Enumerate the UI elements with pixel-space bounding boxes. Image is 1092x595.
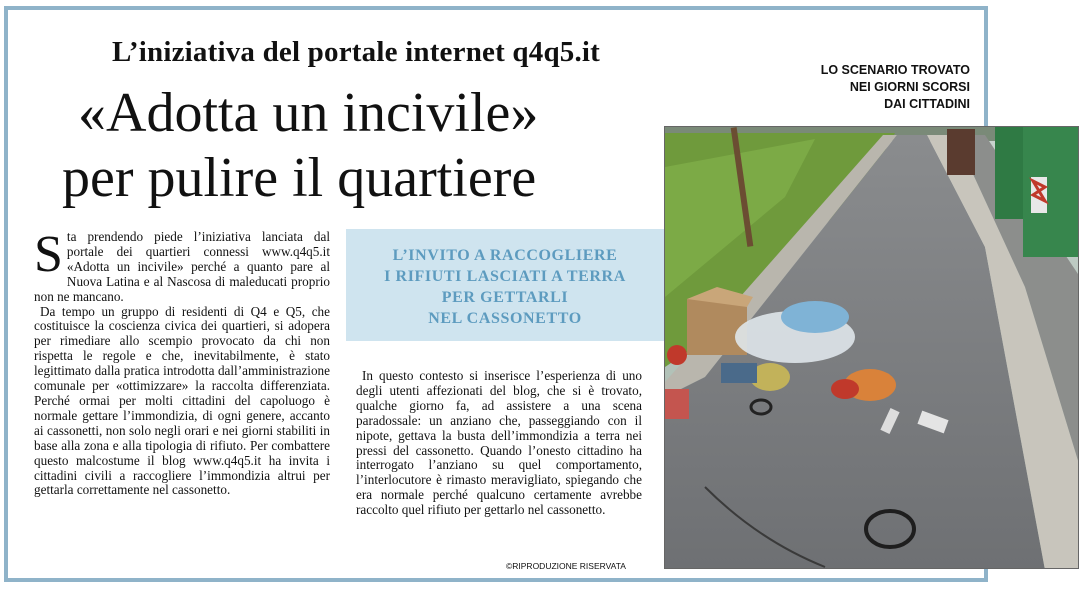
article-column-2 bbox=[356, 369, 642, 518]
photo-caption bbox=[760, 62, 970, 113]
news-photo bbox=[664, 126, 1079, 569]
drop-cap: S bbox=[34, 226, 63, 283]
paragraph: Da tempo un gruppo di residenti di Q4 e Q5, che costituisce la coscienza civica dei quartieri, si adopera per rimediare allo scempio provocato da chi non rispetta le regole e che, inevitabilmente, è stato legittimato dalla pratica introdotta dall’amministrazione comunale per «ottimizzare» la raccolta differenziata. Perché ormai per molti cittadini del capoluogo è normale gettare l’immondizia, di ogni genere, accanto ai cassonetti, non solo negli orari e nei giorni stabiliti in base alla zona e alla tipologia di rifiuto. Per combattere questo malcostume il blog www.q4q5.it ha invita i cittadini civili a raccogliere l’immondizia altrui per gettarla correttamente nel cassonetto. bbox=[34, 303, 330, 498]
photo-caption-line: LO SCENARIO TROVATO bbox=[820, 63, 970, 77]
pull-quote-line: PER GETTARLI bbox=[441, 289, 569, 306]
photo-caption-line: DAI CITTADINI bbox=[884, 97, 970, 111]
headline-line-2: per pulire il quartiere bbox=[62, 147, 537, 209]
paragraph: In questo contesto si inserisce l’esperienza di uno degli utenti affezionati del blog, che si è trovato, qualche giorno fa, ad assistere a una scena paradossale: un anziano che, passeggiando con il nipote, gettava la busta dell’immondizia a terra nei pressi del cassonetto. Quando l’onesto cittadino ha interrogato l’anziano su quel comportamento, l’interlocutore è rimasto meravigliato, spiegando che era normale perché qualcuno certamente avrebbe raccolto quel rifiuto per gettarlo nel cassonetto. bbox=[356, 368, 642, 518]
pull-quote-line: NEL CASSONETTO bbox=[428, 310, 582, 327]
paragraph: ta prendendo piede l’iniziativa lanciata dal portale dei quartieri connessi www.q4q5.it «Adotta un incivile» perché a quanto pare al Nuova Latina e al Nascosa di maleducati proprio non ne mancano. bbox=[34, 229, 330, 304]
article-column-1 bbox=[34, 226, 330, 498]
pull-quote-line: I RIFIUTI LASCIATI A TERRA bbox=[384, 268, 626, 285]
headline-line-1: «Adotta un incivile» bbox=[78, 82, 539, 144]
street-litter-photo bbox=[665, 127, 1079, 569]
pull-quote-line: L’INVITO A RACCOGLIERE bbox=[392, 247, 618, 264]
photo-caption-line: NEI GIORNI SCORSI bbox=[849, 80, 970, 94]
kicker-headline: L’iniziativa del portale internet q4q5.it bbox=[112, 36, 601, 68]
pull-quote bbox=[346, 229, 664, 341]
copyright-credit: ©RIPRODUZIONE RISERVATA bbox=[506, 561, 626, 571]
